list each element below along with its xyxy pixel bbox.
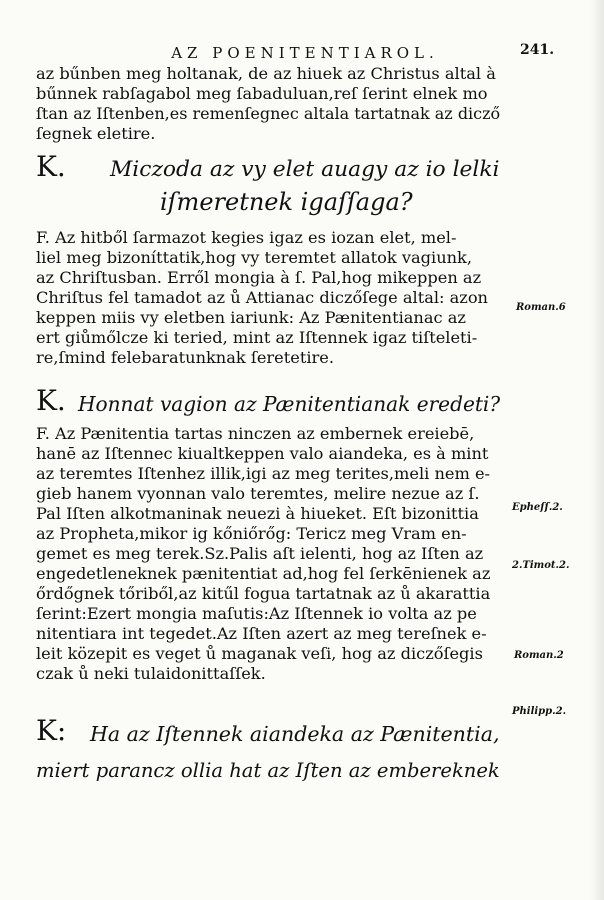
text-line: engedetleneknek pænitentiat ad,hog fel ſerkēnienek az xyxy=(36,564,491,583)
text-line: az Chriſtusban. Erről mongia à ſ. Pal,hog mikeppen az xyxy=(36,268,482,287)
question-heading: Ha az Iſtennek aiandeka az Pænitentia, xyxy=(90,722,500,746)
margin-note: Roman.2 xyxy=(514,650,564,661)
text-line: őrdőgnek tőriből,az kitűl fogua tartatnak az ů akarattia xyxy=(36,584,491,603)
text-line: re,ſmind felebaratunknak ſeretetire. xyxy=(36,348,334,367)
margin-note: 2.Timot.2. xyxy=(512,560,570,571)
text-line: ſegnek eletire. xyxy=(36,124,156,143)
running-title: AZ POENITENTIAROL. xyxy=(171,44,439,62)
text-line: ſtan az Iſtenben,es remenſegnec altala tartatnak az dicző xyxy=(36,104,501,123)
text-line: Pal Iſten alkotmaninak neuezi à hiueket. Eſt bizonittia xyxy=(36,504,479,523)
margin-note: Roman.6 xyxy=(516,302,566,313)
question-heading: Honnat vagion az Pænitentianak eredeti? xyxy=(78,392,501,416)
text-line: hanē az Iſtennec kiualtkeppen valo aiandeka, es à mint xyxy=(36,444,489,463)
text-line: leit közepit es veget ů maganak veſi, hog az diczőſegis xyxy=(36,644,483,663)
question-heading: Miczoda az vy elet auagy az io lelki xyxy=(110,157,500,182)
text-line: az Propheta,mikor ig kőniőrőg: Tericz meg Vram en- xyxy=(36,524,467,543)
question-marker: K: xyxy=(36,714,67,747)
question-marker: K. xyxy=(36,150,66,183)
question-heading: miert parancz ollia hat az Iſten az embereknek xyxy=(36,759,500,782)
page-fold-shadow xyxy=(590,0,604,900)
text-line: liel meg bizoníttatik,hog vy teremtet allatok vagiunk, xyxy=(36,248,473,267)
question-marker: K. xyxy=(36,384,66,417)
page-number: 241. xyxy=(520,42,555,58)
margin-note: Epheſſ.2. xyxy=(512,502,563,513)
text-line: gemet es meg terek.Sz.Palis aſt ielenti, hog az Iſten az xyxy=(36,544,484,563)
text-line: keppen miis vy eletben iariunk: Az Pænitentianac az xyxy=(36,308,466,327)
text-line: Chriſtus fel tamadot az ů Attianac diczőſege altal: azon xyxy=(36,288,488,307)
text-line: gieb hanem vyonnan valo teremtes, melire nezue az ſ. xyxy=(36,484,480,503)
margin-note: Philipp.2. xyxy=(512,706,567,717)
text-line: F. Az Pænitentia tartas ninczen az embernek ereiebē, xyxy=(36,424,475,443)
question-heading: iſmeretnek igaſſaga? xyxy=(160,188,413,216)
text-line: F. Az hitből ſarmazot kegies igaz es iozan elet, mel- xyxy=(36,228,457,247)
text-line: nitentiara int tegedet.Az Iſten azert az meg tereſnek e- xyxy=(36,624,487,643)
text-line: az teremtes Iſtenhez illik,igi az meg terites,meli nem e- xyxy=(36,464,490,483)
text-line: bűnnek rabſagabol meg ſabaduluan,reſ ſerint elnek mo xyxy=(36,84,488,103)
text-line: czak ů neki tulaidonittaſſek. xyxy=(36,664,266,683)
text-line: ſerint:Ezert mongia maſutis:Az Iſtennek io volta az pe xyxy=(36,604,477,623)
text-line: az bűnben meg holtanak, de az hiuek az Christus altal à xyxy=(36,64,496,83)
text-line: ert giůmőlcze ki teried, mint az Iſtennek igaz tiſteleti- xyxy=(36,328,478,347)
